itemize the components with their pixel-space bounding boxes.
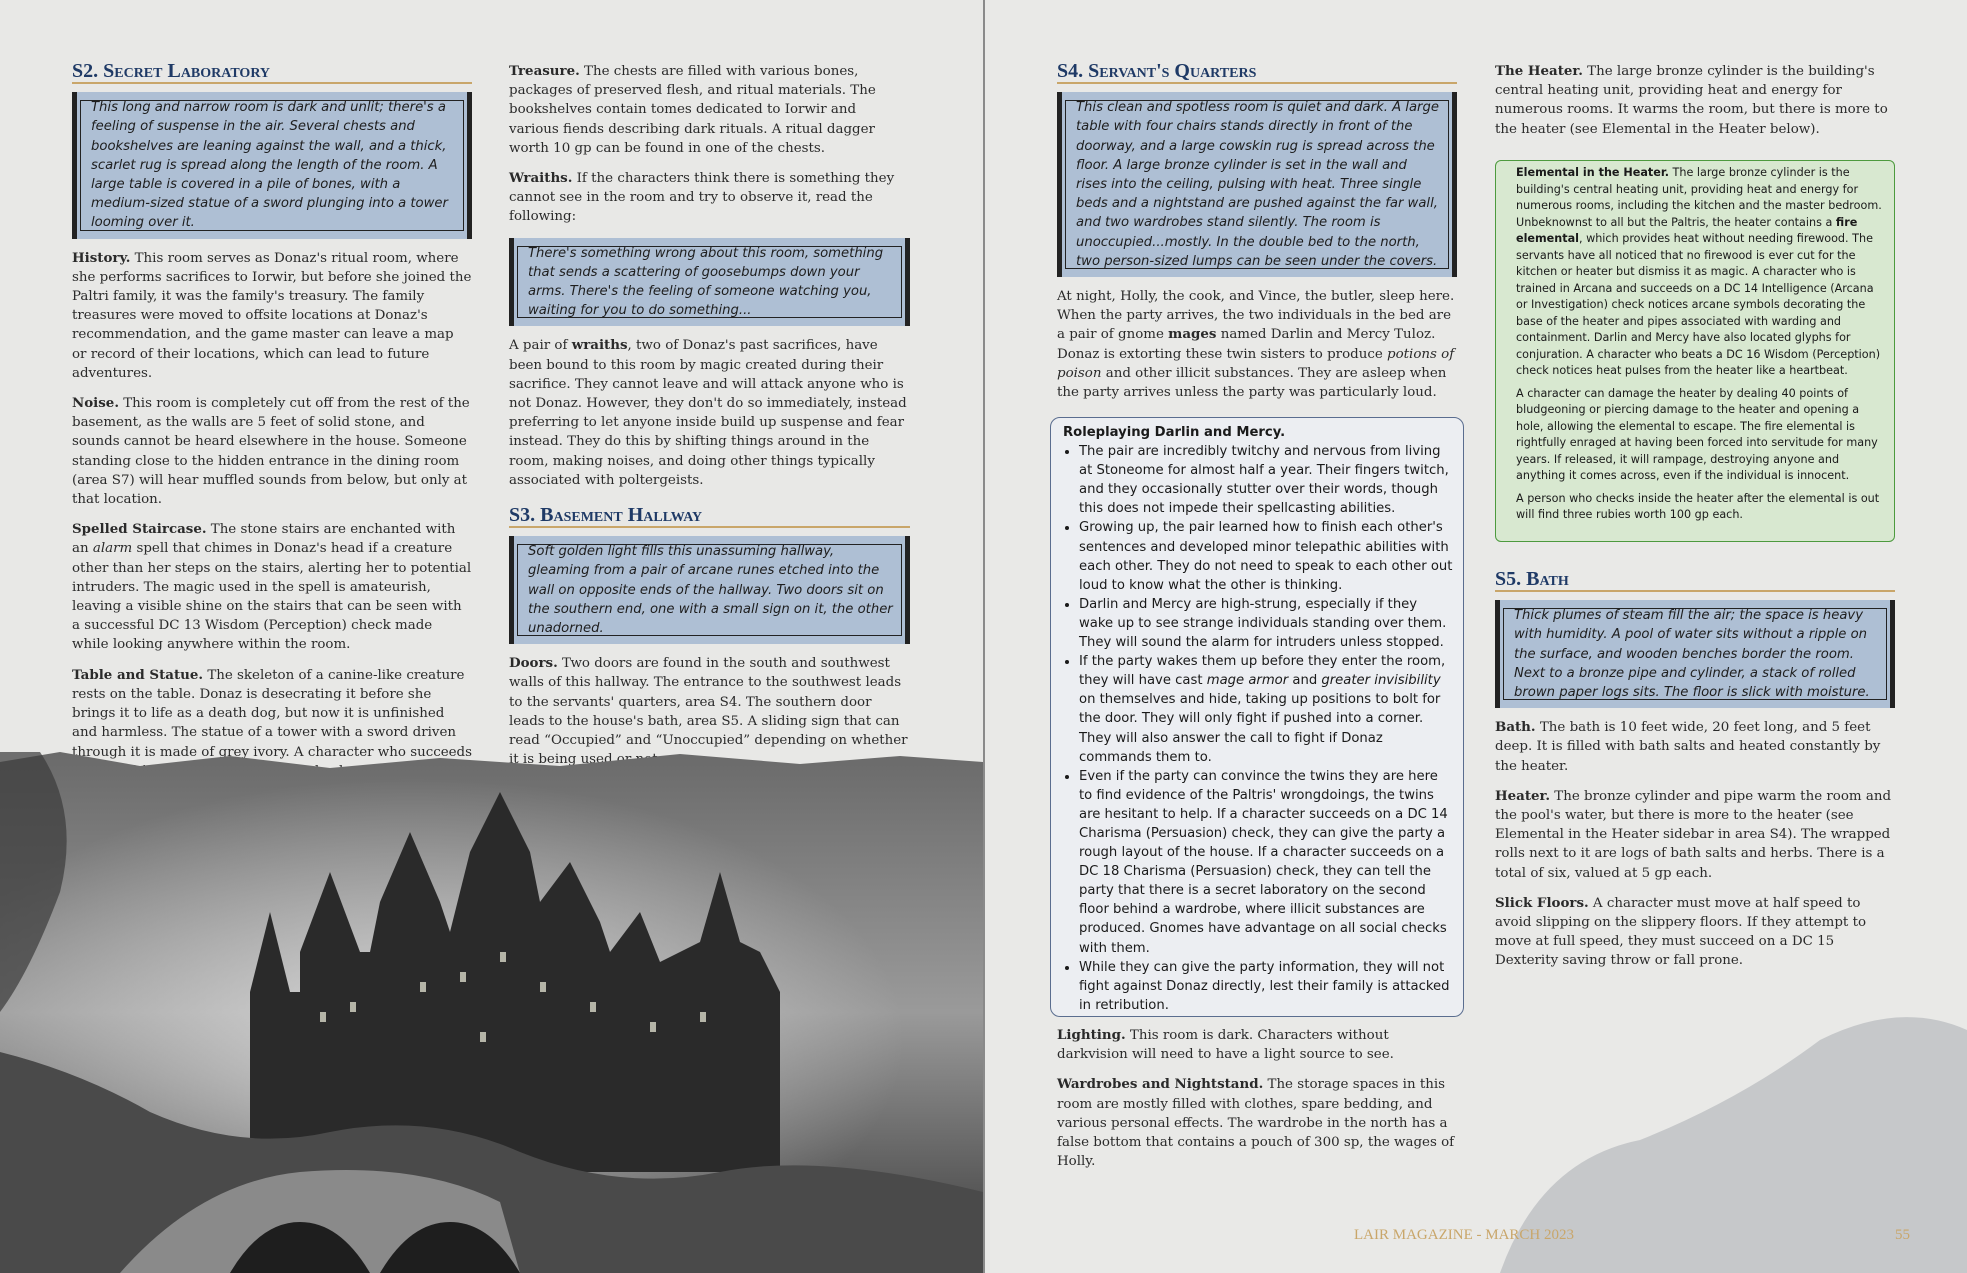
heater-paragraph: [1495, 787, 1895, 883]
lighting-label: Lighting.: [1057, 1027, 1126, 1043]
bath-label: Bath.: [1495, 719, 1536, 736]
readaloud-box-s2: This long and narrow room is dark and unlit; there's a feeling of suspense in the air. Several chests and bookshelves are leaning against the wall, and a thick, scarlet rug is spread along the length of the room. A large table is covered in a pile of bones, with a medium-sized statue of a sword plunging into a tower looming over it.: [72, 92, 472, 238]
magazine-footer: LAIR MAGAZINE - MARCH 2023: [1354, 1227, 1574, 1243]
section-heading-s3: S3. Basement Hallway: [509, 506, 910, 528]
wardrobes-text: The storage spaces in this room are mostly filled with clothes, spare bedding, and various personal effects. The wardrobe in the north has a false bottom that contains a pouch of 300 sp, the wages of Holly.: [1057, 1077, 1455, 1170]
treasure-text: The chests are filled with various bones, packages of preserved flesh, and ritual materials. The bookshelves contain tomes dedicated to Iorwir and various fiends describing dark rituals. A ritual dagger worth 10 gp can be found in one of the chests.: [509, 64, 876, 156]
section-heading-s4: S4. Servant's Quarters: [1057, 62, 1457, 84]
elemental-p1-b: , which provides heat without needing firewood. The servants have all noticed that no firewood is ever cut for the kitchen or heater but dismiss it as magic. A character who is trained in Arcana and succeeds on a DC 14 Intelligence (Arcana or Investigation) check notices arcane symbols decorating the base of the heater and pipes associated with warding and containment. Darlin and Mercy have also located glyphs for conjuration. A character who beats a DC 16 Wisdom (Perception) check notices heat pulses from the heater like a heartbeat.: [1516, 232, 1881, 377]
readaloud-box-wraiths: There's something wrong about this room, something that sends a scattering of goosebumps down your arms. There's the feeling of someone watching you, waiting for you to do something...: [509, 238, 910, 327]
mages-bold: mages: [1168, 326, 1217, 343]
roleplaying-sidebar: [1050, 417, 1464, 1017]
mage-armor-italic: mage armor: [1206, 673, 1289, 689]
history-label: History.: [72, 249, 131, 266]
history-text: This room serves as Donaz's ritual room, where she performs sacrifices to Iorwir, but before she joined the Paltri family, it was the family's treasury. The family treasures were moved to offsite locations at Donaz's recommendation, and the game master can leave a map or record of their locations, which can lead to future adventures.: [72, 250, 472, 381]
night-text-b: named Darlin and Mercy Tuloz. Donaz is extorting these twin sisters to produce: [1057, 327, 1436, 362]
heater-intro-text: The large bronze cylinder is the building's central heating unit, providing heat and energy for numerous rooms. It warms the room, but there is more to the heater (see Elemental in the Heater below).: [1495, 64, 1888, 137]
fire-elemental-bold: fire elemental: [1516, 215, 1858, 245]
wraith-detail-b: , two of Donaz's past sacrifices, have been bound to this room by magic created during their sacrifice. They cannot leave and will attack anyone who is not Donaz. However, they don't do so immediately, instead preferring to let anyone inside build up suspense and fear instead. They do this by shifting things around in the room, making noises, and doing other things typically associated with poltergeists.: [509, 338, 907, 488]
heater-intro-paragraph: [1495, 62, 1895, 139]
greater-invisibility-italic: greater invisibility: [1321, 673, 1441, 689]
left-column-2: [509, 62, 910, 781]
list-item: • Even if the party can convince the twins they are here to find evidence of the Paltris' wrongdoings, the twins are hesitant to help. If a character succeeds on a DC 14 Charisma (Persuasion) check, they can give the party a rough layout of the house. If a character succeeds on a DC 18 Charisma (Persuasion) check, they can tell the party that there is a secret laboratory on the second floor behind a wardrobe, where illicit substances are produced. Gnomes have advantage on all social checks with them.: [1079, 767, 1455, 958]
right-column-2: [1495, 62, 1895, 150]
noise-paragraph: [72, 394, 472, 509]
night-text-a: At night, Holly, the cook, and Vince, the butler, sleep here. When the party arrives, the two individuals in the bed are a pair of gnome: [1057, 289, 1455, 343]
castle-illustration: [0, 752, 983, 1273]
elemental-sidebar: [1495, 160, 1895, 542]
lighting-paragraph: [1057, 1026, 1457, 1064]
treasure-label: Treasure.: [509, 63, 580, 79]
staircase-paragraph: [72, 520, 472, 654]
elemental-p2: A character can damage the heater by dealing 40 points of bludgeoning or piercing damage to the heater and opening a hole, allowing the elemental to escape. The fire elemental is rightfully enraged at having been forced into servitude for many years. If released, it will rampage, destroying anyone and anything it comes across, even if the individual is innocent.: [1516, 386, 1878, 482]
readaloud-box-s5: Thick plumes of steam fill the air; the space is heavy with humidity. A pool of water sits without a ripple on the surface, and wooden benches border the room. Next to a bronze pipe and cylinder, a stack of rolled brown paper logs sits. The floor is slick with moisture.: [1495, 600, 1895, 708]
treasure-paragraph: [509, 62, 910, 158]
lighting-text: This room is dark. Characters without darkvision will need to have a light source to see.: [1057, 1028, 1394, 1063]
staircase-text-a: The stone stairs are enchanted with an: [72, 522, 456, 557]
bath-text: The bath is 10 feet wide, 20 feet long, and 5 feet deep. It is filled with bath salts and heated constantly by the heater.: [1495, 720, 1881, 774]
noise-text: This room is completely cut off from the rest of the basement, as the walls are 5 feet of solid stone, and sounds cannot be heard elsewhere in the house. Someone standing close to the hidden entrance in the dining room (area S7) will hear muffled sounds from below, but only at that location.: [72, 396, 470, 508]
night-text-c: and other illicit substances. They are asleep when the party arrives unless the party was particularly loud.: [1057, 365, 1447, 401]
heater-text: The bronze cylinder and pipe warm the room and the pool's water, but there is more to the heater (see Elemental in the Heater sidebar in area S4). The wrapped rolls next to it are logs of bath salts and herbs. There is a total of six, valued at 5 gp each.: [1495, 788, 1892, 881]
elemental-p1: [1516, 165, 1886, 380]
doors-text: Two doors are found in the south and southwest walls of this hallway. The entrance to the southwest leads to the servants' quarters, area S4. The southern door leads to the house's bath, area S5. A sliding sign that can read “Occupied” and “Unoccupied” depending on whether: [509, 656, 908, 749]
alarm-spell: alarm: [92, 541, 133, 557]
left-column-1: [72, 62, 472, 811]
wraith-detail-a: A pair of: [509, 338, 572, 354]
b4-text-c: on themselves and hide, taking up positions to bolt for the door. They will only fight if pushed into a corner. They will also answer the call to fight if Donaz commands them to.: [1079, 692, 1441, 765]
elemental-p3: A person who checks inside the heater after the elemental is out will find three rubies worth 100 gp each.: [1516, 491, 1880, 521]
slick-floors-paragraph: [1495, 894, 1895, 971]
wraith-detail-paragraph: [509, 336, 910, 490]
right-column-2-lower: [1495, 570, 1895, 982]
b4-text-a: If the party wakes them up before they enter the room, they will have cast: [1079, 654, 1446, 689]
list-item: • The pair are incredibly twitchy and nervous from living at Stoneome for almost half a year. Their fingers twitch, and they occasionally stutter over their words, though this does not impede their spellcasting abilities.: [1079, 442, 1455, 518]
bath-paragraph: [1495, 718, 1895, 776]
list-item: • While they can give the party information, they will not fight against Donaz directly, lest their family is attacked in retribution.: [1079, 958, 1455, 1015]
slick-floors-label: Slick Floors.: [1495, 894, 1589, 911]
wardrobes-paragraph: [1057, 1075, 1457, 1171]
elemental-label: Elemental in the Heater.: [1516, 166, 1669, 179]
wraiths-bold: wraiths: [571, 337, 628, 354]
wraiths-paragraph: [509, 169, 910, 227]
slick-floors-text: A character must move at half speed to avoid slipping on the slippery floors. If they attempt to move at full speed, they must succeed on a DC 15 Dexterity saving throw or fall prone.: [1495, 895, 1867, 969]
night-paragraph: [1057, 287, 1457, 402]
heater-label: Heater.: [1495, 787, 1551, 804]
table-statue-label: Table and Statue.: [72, 666, 204, 683]
page-number: 55: [1895, 1227, 1910, 1243]
wraiths-text: If the characters think there is something they cannot see in the room and try to observe it, read the following:: [509, 171, 895, 225]
elemental-p1-a: The large bronze cylinder is the building's central heating unit, providing heat and energy for numerous rooms, including the kitchen and the master bedroom. Unbeknownst to all but the Paltris, the heater contains a: [1516, 166, 1882, 229]
staircase-label: Spelled Staircase.: [72, 521, 207, 538]
staircase-text-b: spell that chimes in Donaz's head if a creature other than her steps on the stairs, alerting her to potential intruders. The magic used in the spell is amateurish, leaving a visible shine on the stairs that can be seen with a successful DC 13 Wisdom (Perception) check made while looking anywhere within the room.: [72, 541, 472, 653]
readaloud-box-s3: Soft golden light fills this unassuming hallway, gleaming from a pair of arcane runes etched into the wall on opposite ends of the hallway. Two doors sit on the southern end, one with a small sign on it, the other unadorned.: [509, 536, 910, 644]
list-item: • Darlin and Mercy are high-strung, especially if they wake up to see strange individuals standing over them. They will sound the alarm for intruders unless stopped.: [1079, 595, 1455, 652]
heater-intro-label: The Heater.: [1495, 63, 1583, 79]
right-column-1-lower: [1057, 1026, 1457, 1182]
section-heading-s2: S2. Secret Laboratory: [72, 62, 472, 84]
right-column-1: [1057, 62, 1457, 413]
section-heading-s5: S5. Bath: [1495, 570, 1895, 592]
history-paragraph: [72, 249, 472, 383]
doors-label: Doors.: [509, 655, 558, 672]
list-item: • Growing up, the pair learned how to finish each other's sentences and developed minor telepathic abilities with each other. They do not need to speak to each other out loud to know what the other is thinking.: [1079, 518, 1455, 594]
sidebar-title: Roleplaying Darlin and Mercy.: [1063, 425, 1286, 440]
table-statue-text: The skeleton of a canine-like creature rests on the table. Donaz is desecrating it before she brings it to life as a death dog, but now it is unfinished and harmless. The statue of a tower with a sword driven: [72, 667, 465, 741]
sidebar-list: [1063, 442, 1455, 1015]
noise-label: Noise.: [72, 395, 119, 412]
wraiths-label: Wraiths.: [509, 170, 573, 187]
list-item: [1079, 652, 1455, 767]
b4-text-b: and: [1288, 673, 1322, 689]
wardrobes-label: Wardrobes and Nightstand.: [1057, 1076, 1264, 1093]
potions-italic: potions of poison: [1057, 346, 1455, 381]
readaloud-box-s4: This clean and spotless room is quiet and dark. A large table with four chairs stands directly in front of the doorway, and a large cowskin rug is spread across the floor. A large bronze cylinder is set in the wall and rises into the ceiling, pulsing with heat. Three single beds and a nightstand are pushed against the far wall, and two wardrobes stand silently. The room is unoccupied...mostly. In the double bed to the north, two person-sized lumps can be seen under the covers.: [1057, 92, 1457, 277]
